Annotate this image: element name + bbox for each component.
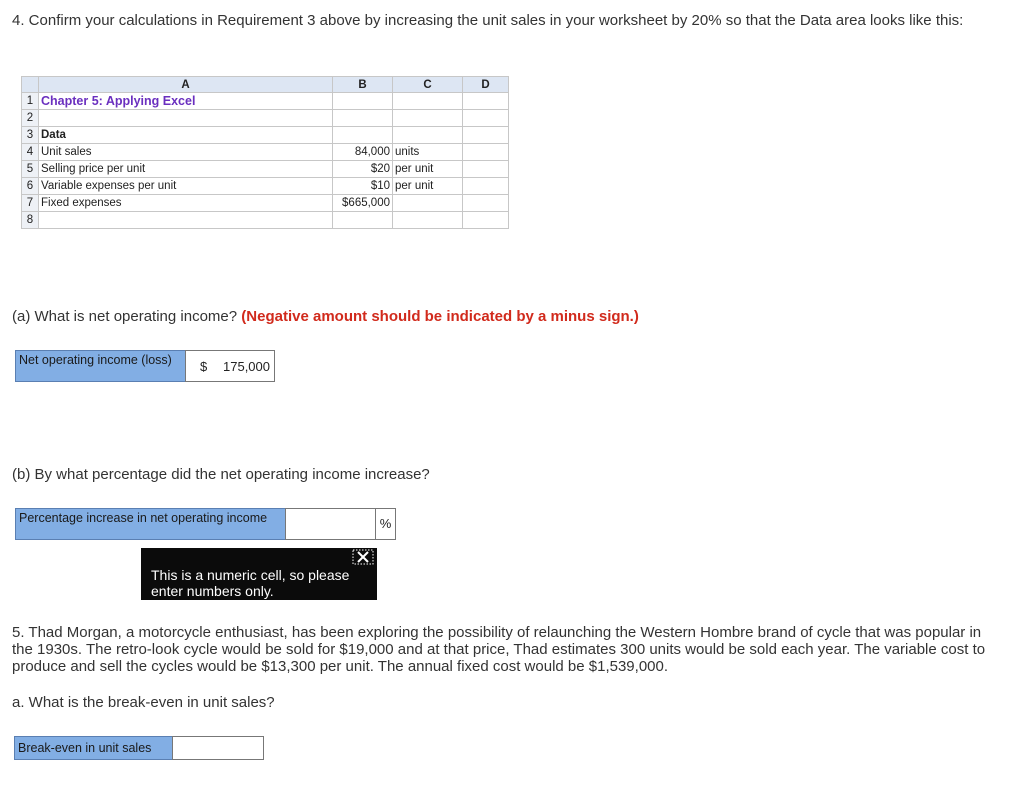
cell-a: Selling price per unit: [39, 161, 333, 178]
part-b-question: (b) By what percentage did the net operating income increase?: [12, 466, 430, 483]
percentage-increase-input[interactable]: [285, 508, 376, 540]
table-row: [22, 178, 509, 195]
cell-b: [333, 93, 393, 110]
part-a-question-text: (a) What is net operating income?: [12, 308, 238, 325]
cell-c: [393, 195, 463, 212]
cell-d: [463, 161, 509, 178]
cell-b: 84,000: [333, 144, 393, 161]
cell-d: [463, 195, 509, 212]
part-a-question: [12, 308, 1002, 325]
row-number: 1: [22, 93, 39, 110]
part-a-note: (Negative amount should be indicated by a minus sign.): [241, 308, 639, 325]
q5-question-a: a. What is the break-even in unit sales?: [12, 694, 275, 711]
cell-a: Unit sales: [39, 144, 333, 161]
table-row: [22, 110, 509, 127]
col-header-b: B: [333, 77, 393, 93]
cell-d: [463, 178, 509, 195]
col-header-c: C: [393, 77, 463, 93]
cell-a: [39, 110, 333, 127]
cell-a: [39, 212, 333, 229]
break-even-label: Break-even in unit sales: [14, 736, 174, 760]
cell-c: [393, 110, 463, 127]
net-operating-income-input[interactable]: [185, 350, 275, 382]
table-row: [22, 161, 509, 178]
row-number: 5: [22, 161, 39, 178]
close-tooltip-icon[interactable]: [352, 549, 374, 565]
cell-c: [393, 93, 463, 110]
table-row: [22, 93, 509, 110]
row-number: 2: [22, 110, 39, 127]
row-number: 7: [22, 195, 39, 212]
cell-b: [333, 212, 393, 229]
row-number: 8: [22, 212, 39, 229]
q5-intro: 5. Thad Morgan, a motorcycle enthusiast, has been exploring the possibility of relaunching the Western Hombre brand of cycle that was popular in the 1930s. The retro-look cycle would be sold for $19,000 and at that price, Thad estimates 300 units would be sold each year. The variable cost to produce and sell the cycles would be $13,300 per unit. The annual fixed cost would be $1,539,000.: [12, 624, 986, 675]
break-even-input[interactable]: [172, 736, 264, 760]
cell-a: Data: [39, 127, 333, 144]
table-row: [22, 144, 509, 161]
numeric-cell-tooltip: This is a numeric cell, so please enter numbers only.: [141, 548, 377, 600]
row-number: 3: [22, 127, 39, 144]
table-row: [22, 195, 509, 212]
cell-d: [463, 212, 509, 229]
cell-d: [463, 144, 509, 161]
net-operating-income-value: 175,000: [223, 359, 270, 374]
cell-c: [393, 212, 463, 229]
table-row: [22, 127, 509, 144]
cell-a: Fixed expenses: [39, 195, 333, 212]
col-header-a: A: [39, 77, 333, 93]
data-spreadsheet: [21, 76, 509, 229]
cell-c: per unit: [393, 178, 463, 195]
net-operating-income-label: Net operating income (loss): [15, 350, 186, 382]
cell-a: Variable expenses per unit: [39, 178, 333, 195]
cell-b: $10: [333, 178, 393, 195]
row-number: 4: [22, 144, 39, 161]
col-header-d: D: [463, 77, 509, 93]
cell-b: $20: [333, 161, 393, 178]
cell-b: [333, 127, 393, 144]
cell-d: [463, 93, 509, 110]
cell-c: per unit: [393, 161, 463, 178]
cell-d: [463, 110, 509, 127]
cell-b: $665,000: [333, 195, 393, 212]
q4-intro: 4. Confirm your calculations in Requirement 3 above by increasing the unit sales in your worksheet by 20% so that the Data area looks like this:: [12, 12, 964, 29]
percent-unit: %: [375, 508, 396, 540]
column-header-row: [22, 77, 509, 93]
table-row: [22, 212, 509, 229]
cell-c: [393, 127, 463, 144]
row-number: 6: [22, 178, 39, 195]
sheet-title-cell: Chapter 5: Applying Excel: [39, 93, 333, 110]
cell-b: [333, 110, 393, 127]
currency-symbol: $: [200, 359, 208, 374]
cell-d: [463, 127, 509, 144]
cell-c: units: [393, 144, 463, 161]
corner-cell: [22, 77, 39, 93]
percentage-increase-label: Percentage increase in net operating income: [15, 508, 286, 540]
